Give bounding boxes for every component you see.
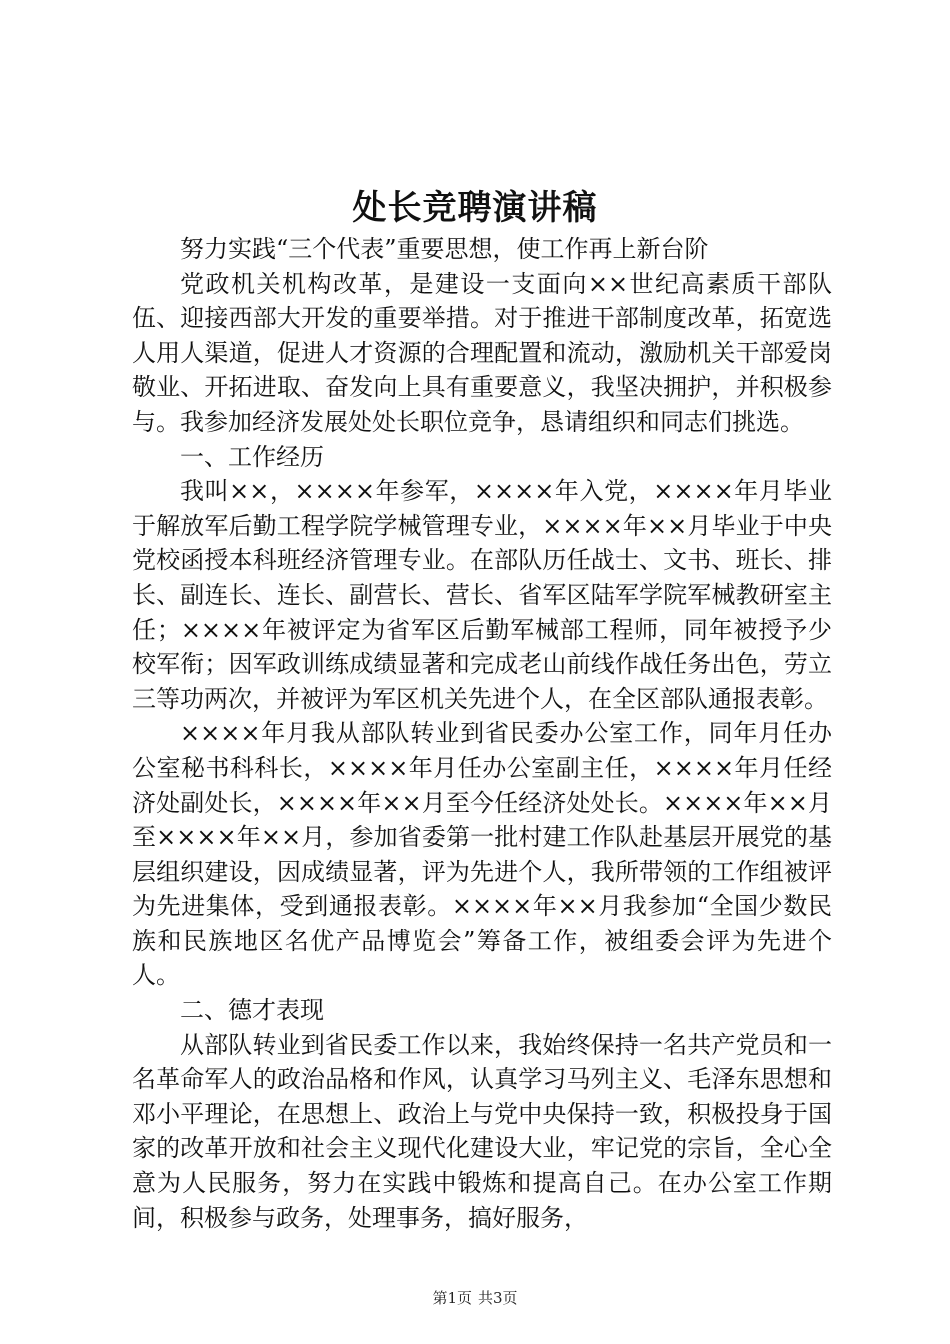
intro-paragraph: 党政机关机构改革，是建设一支面向××世纪高素质干部队伍、迎接西部大开发的重要举措。对于推进干部制度改革，拓宽选人用人渠道，促进人才资源的合理配置和流动，激励机关干部爱岗敬业、开拓进取、奋发向上具有重要意义，我坚决拥护，并积极参与。我参加经济发展处处长职位竞争，恳请组织和同志们挑选。 bbox=[132, 269, 832, 436]
section-heading-performance: 二、德才表现 bbox=[180, 996, 324, 1025]
work-experience-paragraph-1: 我叫××，××××年参军，××××年入党，××××年月毕业于解放军后勤工程学院学械管理专业，××××年××月毕业于中央党校函授本科班经济管理专业。在部队历任战士、文书、班长、排长、副连长、连长、副营长、营长、省军区陆军学院军械教研室主任；××××年被评定为省军区后勤军械部工程师，同年被授予少校军衔；因军政训练成绩显著和完成老山前线作战任务出色，劳立三等功两次，并被评为军区机关先进个人，在全区部队通报表彰。 bbox=[132, 477, 832, 713]
document-title: 处长竞聘演讲稿 bbox=[352, 188, 598, 228]
subtitle-paragraph: 努力实践“三个代表”重要思想，使工作再上新台阶 bbox=[180, 235, 709, 263]
performance-paragraph: 从部队转业到省民委工作以来，我始终保持一名共产党员和一名革命军人的政治品格和作风，认真学习马列主义、毛泽东思想和邓小平理论，在思想上、政治上与党中央保持一致，积极投身于国家的改革开放和社会主义现代化建设大业，牢记党的宗旨，全心全意为人民服务，努力在实践中锻炼和提高自己。在办公室工作期间，积极参与政务，处理事务，搞好服务， bbox=[132, 1030, 832, 1232]
work-experience-paragraph-2: ××××年月我从部队转业到省民委办公室工作，同年月任办公室秘书科科长，××××年月任办公室副主任，××××年月任经济处副处长，××××年××月至今任经济处处长。××××年××月至××××年××月，参加省委第一批村建工作队赴基层开展党的基层组织建设，因成绩显著，评为先进个人，我所带领的工作组被评为先进集体，受到通报表彰。××××年××月我参加“全国少数民族和民族地区名优产品博览会”筹备工作，被组委会评为先进个人。 bbox=[132, 719, 832, 990]
document-body bbox=[132, 232, 832, 1235]
section-heading-work-experience: 一、工作经历 bbox=[180, 442, 324, 471]
page-number-current: 第1页 bbox=[432, 1289, 472, 1307]
page-footer bbox=[0, 1288, 950, 1308]
page-number-total: 共3页 bbox=[478, 1289, 518, 1307]
